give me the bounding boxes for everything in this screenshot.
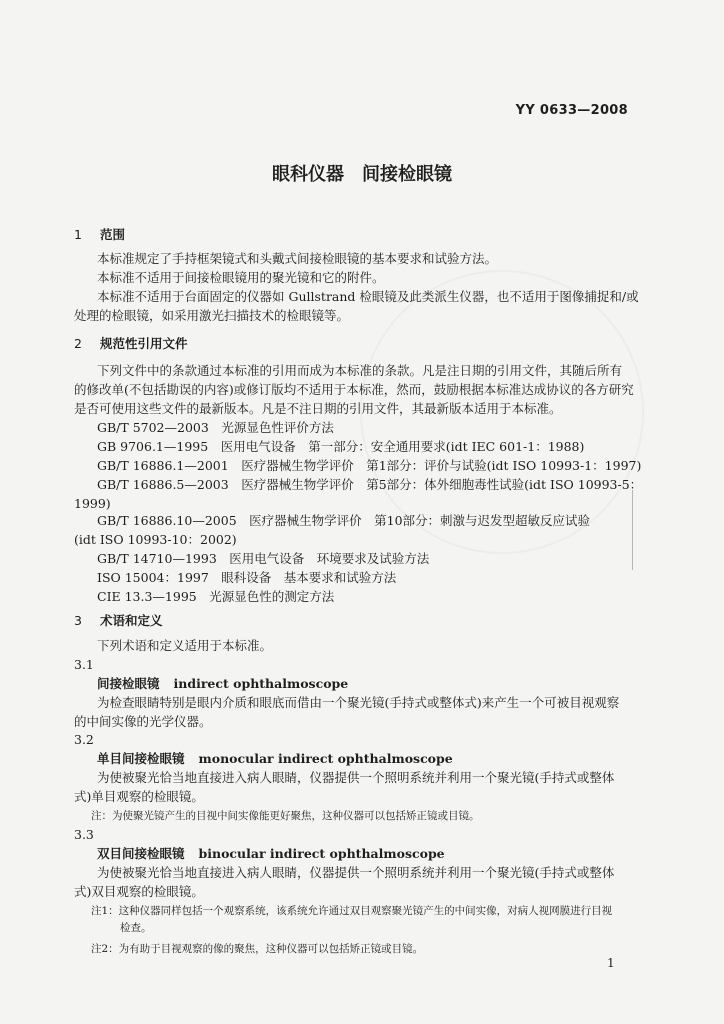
reference-item: GB/T 14710—1993 医用电气设备 环境要求及试验方法 <box>97 551 430 566</box>
clause-number: 3.2 <box>74 732 94 747</box>
reference-item: ISO 15004：1997 眼科设备 基本要求和试验方法 <box>97 570 397 585</box>
reference-item-continuation: (idt ISO 10993-10：2002) <box>74 532 237 547</box>
note-continuation: 检查。 <box>120 922 152 934</box>
section-title: 范围 <box>100 227 126 242</box>
standard-number: YY 0633—2008 <box>515 103 628 118</box>
section-number: 3 <box>74 613 82 628</box>
clause-number: 3.3 <box>74 827 94 842</box>
reference-item: GB/T 5702—2003 光源显色性评价方法 <box>97 420 334 435</box>
paragraph: 本标准不适用于台面固定的仪器如 Gullstrand 检眼镜及此类派生仪器，也不适用于图像捕捉和/或 <box>97 289 639 304</box>
section-number: 2 <box>74 336 82 351</box>
section-title: 术语和定义 <box>100 613 163 628</box>
section-1-heading <box>74 226 125 243</box>
reference-item: GB 9706.1—1995 医用电气设备 第一部分：安全通用要求(idt IEC 601-1：1988) <box>97 439 585 454</box>
section-3-heading <box>74 612 163 629</box>
definition: 为使被聚光恰当地直接进入病人眼睛，仪器提供一个照明系统并利用一个聚光镜(手持式或整体 <box>97 865 615 880</box>
document-title: 眼科仪器 间接检眼镜 <box>272 164 452 185</box>
paragraph: 下列文件中的条款通过本标准的引用而成为本标准的条款。凡是注日期的引用文件，其随后所有 <box>97 363 623 378</box>
definition: 为使被聚光恰当地直接进入病人眼睛，仪器提供一个照明系统并利用一个聚光镜(手持式或整体 <box>97 770 615 785</box>
paragraph: 本标准不适用于间接检眼镜用的聚光镜和它的附件。 <box>97 270 385 285</box>
term-chinese: 间接检眼镜 <box>97 676 160 691</box>
paragraph: 本标准规定了手持框架镜式和头戴式间接检眼镜的基本要求和试验方法。 <box>97 251 498 266</box>
scan-edge-mark <box>632 490 633 570</box>
term-entry <box>97 845 445 862</box>
note: 注1：这种仪器同样包括一个观察系统，该系统允许通过双目观察聚光镜产生的中间实像，对病人视网膜进行目视 <box>91 905 613 917</box>
definition-continuation: 式)单目观察的检眼镜。 <box>74 789 204 804</box>
term-entry <box>97 675 348 692</box>
term-chinese: 单目间接检眼镜 <box>97 751 185 766</box>
reference-item: GB/T 16886.1—2001 医疗器械生物学评价 第1部分：评价与试验(idt ISO 10993-1：1997) <box>97 458 642 473</box>
page-number: 1 <box>607 956 615 970</box>
section-number: 1 <box>74 227 82 242</box>
definition-continuation: 式)双目观察的检眼镜。 <box>74 884 204 899</box>
definition-continuation: 的中间实像的光学仪器。 <box>74 714 212 729</box>
note: 注2：为有助于目视观察的像的聚焦，这种仪器可以包括矫正镜或目镜。 <box>91 943 424 955</box>
term-entry <box>97 750 453 767</box>
reference-item: GB/T 16886.5—2003 医疗器械生物学评价 第5部分：体外细胞毒性试验(idt ISO 10993-5： <box>97 477 643 492</box>
definition: 为检查眼睛特别是眼内介质和眼底而借由一个聚光镜(手持式或整体式)来产生一个可被目视观察 <box>97 695 620 710</box>
paragraph-continuation: 处理的检眼镜，如采用激光扫描技术的检眼镜等。 <box>74 308 350 323</box>
term-english: binocular indirect ophthalmoscope <box>198 846 445 861</box>
note: 注：为使聚光镜产生的目视中间实像能更好聚焦，这种仪器可以包括矫正镜或目镜。 <box>91 810 480 822</box>
paragraph-continuation: 的修改单(不包括勘误的内容)或修订版均不适用于本标准，然而，鼓励根据本标准达成协议的各方研究 <box>74 382 634 397</box>
clause-number: 3.1 <box>74 657 94 672</box>
reference-item: GB/T 16886.10—2005 医疗器械生物学评价 第10部分：刺激与迟发型超敏反应试验 <box>97 513 591 528</box>
paragraph: 下列术语和定义适用于本标准。 <box>97 638 273 653</box>
term-english: monocular indirect ophthalmoscope <box>198 751 453 766</box>
paragraph-continuation: 是否可使用这些文件的最新版本。凡是不注日期的引用文件，其最新版本适用于本标准。 <box>74 401 562 416</box>
reference-item: CIE 13.3—1995 光源显色性的测定方法 <box>97 589 335 604</box>
term-chinese: 双目间接检眼镜 <box>97 846 185 861</box>
term-english: indirect ophthalmoscope <box>173 676 349 691</box>
section-2-heading <box>74 335 188 352</box>
section-title: 规范性引用文件 <box>100 336 188 351</box>
reference-item-continuation: 1999) <box>74 496 111 511</box>
